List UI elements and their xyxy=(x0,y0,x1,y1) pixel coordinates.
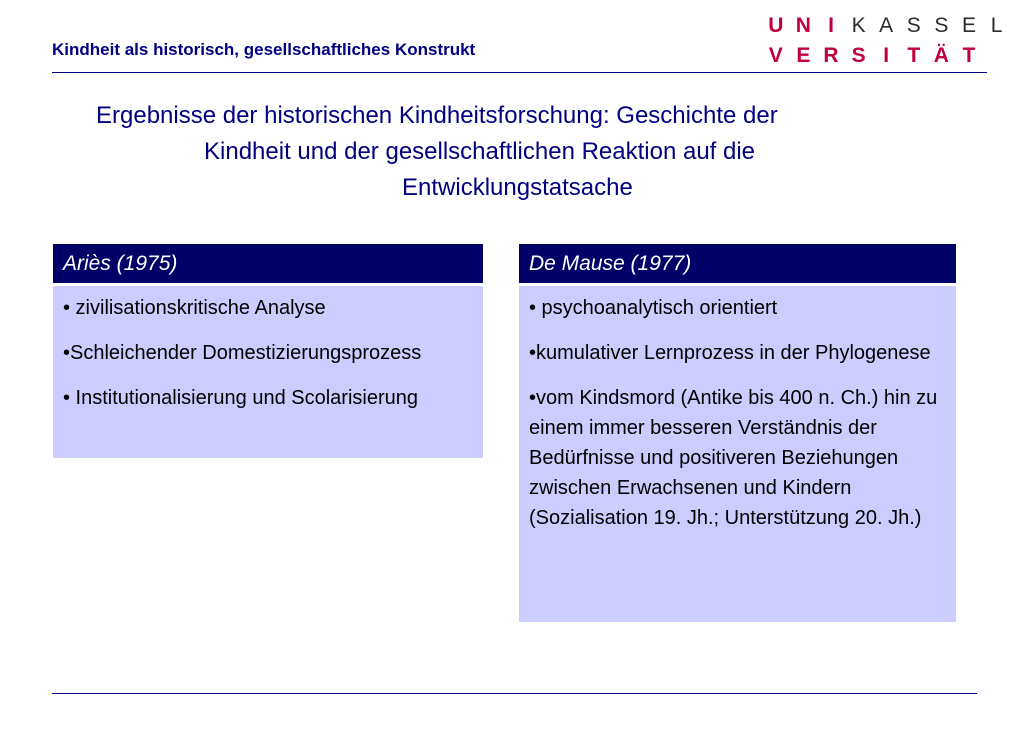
logo-letter: K xyxy=(851,14,866,37)
list-item: • psychoanalytisch orientiert xyxy=(529,297,778,319)
logo-letter: I xyxy=(883,44,890,67)
list-item: • Institutionalisierung und Scolarisierung xyxy=(63,387,418,409)
logo-letter: V xyxy=(768,44,783,67)
footer-divider xyxy=(52,693,977,694)
heading-line: Ergebnisse der historischen Kindheitsforschung: Geschichte der xyxy=(96,102,778,129)
logo-letter: A xyxy=(879,14,894,37)
demause-box-title: De Mause (1977) xyxy=(519,244,956,283)
logo-letter: T xyxy=(962,44,976,67)
list-item: • zivilisationskritische Analyse xyxy=(63,297,326,319)
logo-letter: S xyxy=(851,44,866,67)
aries-box xyxy=(53,244,483,458)
logo-letter: E xyxy=(796,44,811,67)
logo-row-versitaet xyxy=(762,44,983,68)
header-divider xyxy=(52,72,987,73)
main-heading xyxy=(96,98,976,206)
logo-letter: U xyxy=(768,14,784,37)
logo-letter: I xyxy=(828,14,834,37)
demause-box xyxy=(519,244,956,622)
logo-letter: S xyxy=(934,14,949,37)
logo-row-uni-kassel xyxy=(762,14,1010,38)
logo-letter: Ä xyxy=(933,44,949,67)
page-header-title: Kindheit als historisch, gesellschaftliches Konstrukt xyxy=(52,40,476,59)
logo-letter: E xyxy=(961,14,976,37)
logo-letter: R xyxy=(823,44,839,67)
list-item: •vom Kindsmord (Antike bis 400 n. Ch.) hin zu einem immer besseren Verständnis der Bedürfnisse und positiveren Beziehungen zwischen Erwachsenen und Kindern (Sozialisation 19. Jh.; Unterstützung 20. Jh.) xyxy=(529,387,938,529)
logo-letter: L xyxy=(990,14,1003,37)
aries-box-title: Ariès (1975) xyxy=(53,244,483,283)
list-item: •Schleichender Domestizierungsprozess xyxy=(63,342,422,364)
university-kassel-logo xyxy=(762,14,1012,66)
demause-box-body xyxy=(519,286,956,622)
aries-box-body xyxy=(53,286,483,458)
heading-line: Kindheit und der gesellschaftlichen Reaktion auf die xyxy=(204,138,756,165)
logo-letter: T xyxy=(907,44,921,67)
list-item: •kumulativer Lernprozess in der Phylogenese xyxy=(529,342,931,364)
heading-line: Entwicklungstatsache xyxy=(402,174,633,201)
logo-letter: S xyxy=(906,14,921,37)
logo-letter: N xyxy=(795,14,811,37)
